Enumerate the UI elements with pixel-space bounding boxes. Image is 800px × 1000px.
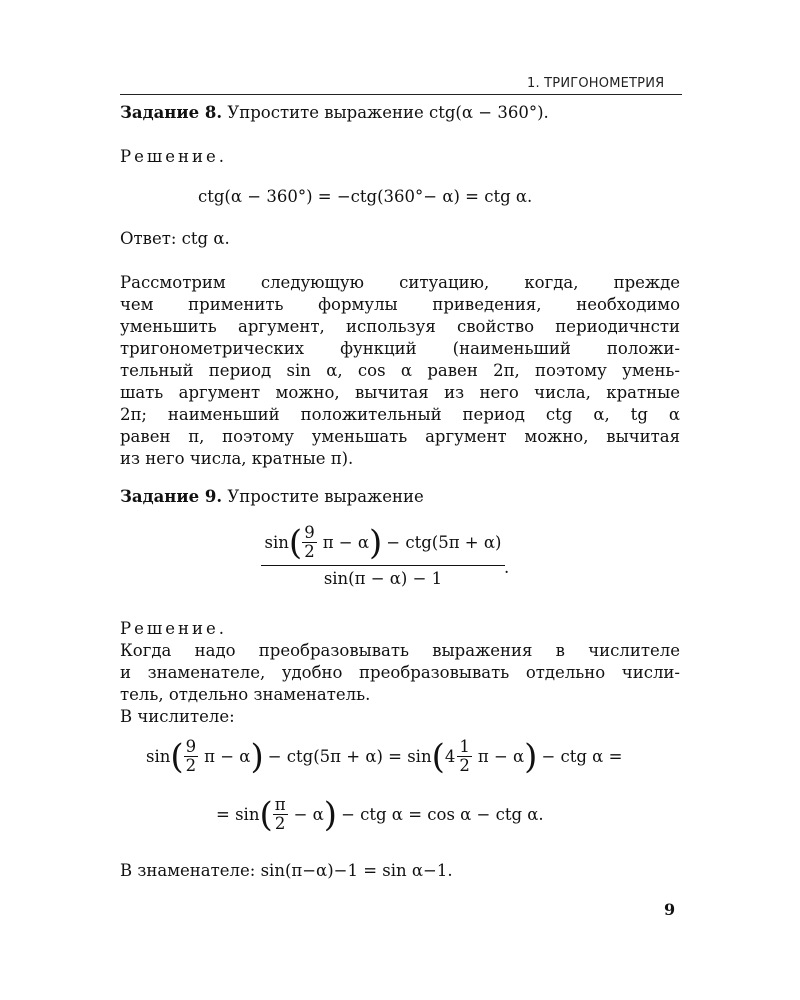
task8-formula: ctg(α − 360°) = −ctg(360°− α) = ctg α. (198, 187, 533, 206)
task8-answer: Ответ: ctg α. (120, 229, 230, 248)
solution-line: Когда надо преобразовывать выражения в числителе (120, 641, 680, 660)
expression-denominator: sin(π − α) − 1 (323, 569, 443, 588)
paragraph-line: уменьшить аргумент, используя свойство периодичнсти (120, 317, 680, 336)
task9-expression (258, 524, 508, 588)
task9-solution-text (120, 640, 680, 706)
solution-line: и знаменателе, удобно преобразовывать отдельно числи- (120, 663, 680, 682)
task9-statement (120, 486, 424, 508)
paragraph-line: тельный период sin α, cos α равен 2π, поэтому умень- (120, 361, 680, 380)
paragraph-line: чем применить формулы приведения, необходимо (120, 295, 680, 314)
running-header: 1. ТРИГОНОМЕТРИЯ (527, 76, 665, 91)
expression-period: . (504, 558, 510, 577)
paragraph-line: из него числа, кратные π). (120, 449, 354, 468)
task8-statement (120, 102, 549, 124)
task8-text: Упростите выражение ctg(α − 360°). (227, 103, 549, 122)
expression-numerator: sin ( $\frac{9}{2}$ π − α ) − ctg(5π + α) (261, 524, 506, 566)
paragraph-line: равен π, поэтому уменьшать аргумент можно, вычитая (120, 427, 680, 446)
explanation-paragraph (120, 272, 680, 470)
paragraph-line: шать аргумент можно, вычитая из него числа, кратные (120, 383, 680, 402)
paragraph-line: 2π; наименьший положительный период ctg α, tg α (120, 405, 680, 424)
task9-solution-label: Решение. (120, 619, 227, 638)
numerator-equation-2: = sin ( $\frac{\pi}{2}$ − α ) − ctg α = cos α − ctg α. (216, 794, 544, 835)
task9-text: Упростите выражение (227, 487, 424, 506)
numerator-equation-1: sin ( $\frac{9}{2}$ π − α ) − ctg(5π + α) = sin ( 4 $\frac{1}{2}$ π − α ) − ctg α = (146, 736, 623, 777)
task8-label: Задание 8. (120, 103, 223, 122)
task8-solution-label: Решение. (120, 147, 227, 166)
header-rule (120, 94, 682, 95)
paragraph-line: Рассмотрим следующую ситуацию, когда, прежде (120, 273, 680, 292)
task9-label: Задание 9. (120, 487, 223, 506)
denominator-line: В знаменателе: sin(π−α)−1 = sin α−1. (120, 861, 453, 880)
paragraph-line: тригонометрических функций (наименьший положи- (120, 339, 680, 358)
solution-line: тель, отдельно знаменатель. (120, 685, 371, 704)
page-number: 9 (664, 900, 676, 919)
numerator-label: В числителе: (120, 707, 235, 726)
